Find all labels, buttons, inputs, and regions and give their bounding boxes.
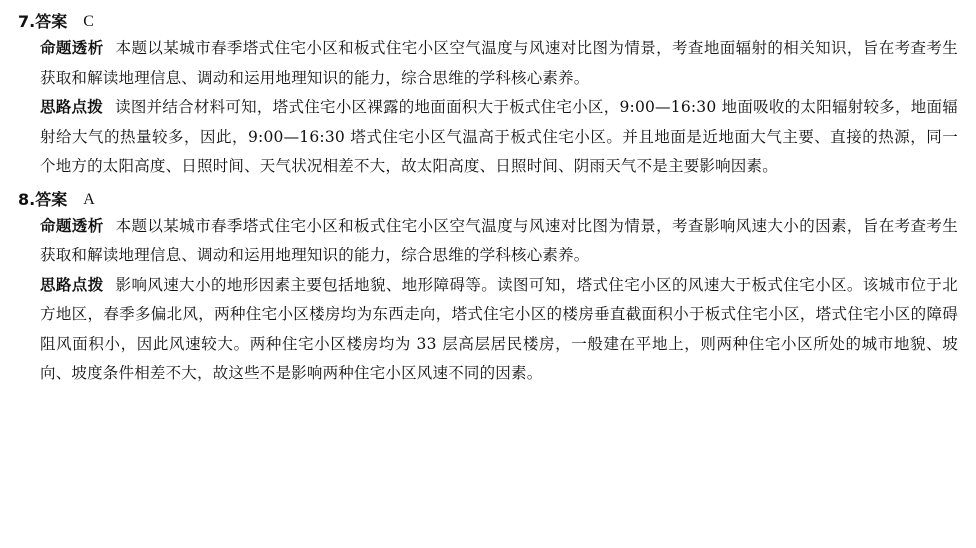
answer-value: C [83, 13, 94, 30]
section-text: 本题以某城市春季塔式住宅小区和板式住宅小区空气温度与风速对比图为情景，考查地面辐射的相关知识，旨在考查考生获取和解读地理信息、调动和运用地理知识的能力，综合思维的学科核心素养。 [40, 39, 958, 87]
section-text: 本题以某城市春季塔式住宅小区和板式住宅小区空气温度与风速对比图为情景，考查影响风速大小的因素，旨在考查考生获取和解读地理信息、调动和运用地理知识的能力，综合思维的学科核心素养。 [40, 216, 958, 264]
section-label: 思路点拨 [40, 98, 104, 116]
answer-label: 答案 [35, 189, 68, 209]
answer-label: 答案 [35, 12, 68, 31]
question-8-reasoning [40, 271, 958, 389]
question-number: 7. [18, 12, 36, 31]
section-label: 命题透析 [40, 39, 104, 57]
question-number: 8. [18, 189, 36, 209]
section-text: 读图并结合材料可知，塔式住宅小区裸露的地面面积大于板式住宅小区，9:00—16:30 地面吸收的太阳辐射较多，地面辐射给大气的热量较多，因此，9:00—16:30 塔式住宅小区气温高于板式住宅小区。并且地面是近地面大气主要、直接的热源，同一个地方的太阳高度、日照时间、天气状况相差不大，故太阳高度、日照时间、阴雨天气不是主要影响因素。 [40, 98, 958, 175]
question-7-header [18, 10, 958, 34]
section-label: 命题透析 [40, 216, 104, 235]
section-text: 影响风速大小的地形因素主要包括地貌、地形障碍等。读图可知，塔式住宅小区的风速大于板式住宅小区。该城市位于北方地区，春季多偏北风，两种住宅小区楼房均为东西走向，塔式住宅小区的楼房垂直截面积小于板式住宅小区，塔式住宅小区的障碍阻风面积小，因此风速较大。两种住宅小区楼房均为 33 层高层居民楼房，一般建在平地上，则两种住宅小区所处的城市地貌、坡向、坡度条件相差不大，故这些不是影响两种住宅小区风速不同的因素。 [40, 275, 958, 382]
question-8-header [18, 188, 958, 212]
section-label: 思路点拨 [40, 275, 104, 294]
question-7-analysis [40, 34, 958, 93]
answer-value: A [83, 190, 95, 208]
question-7-reasoning [40, 93, 958, 182]
question-8-analysis [40, 212, 958, 271]
